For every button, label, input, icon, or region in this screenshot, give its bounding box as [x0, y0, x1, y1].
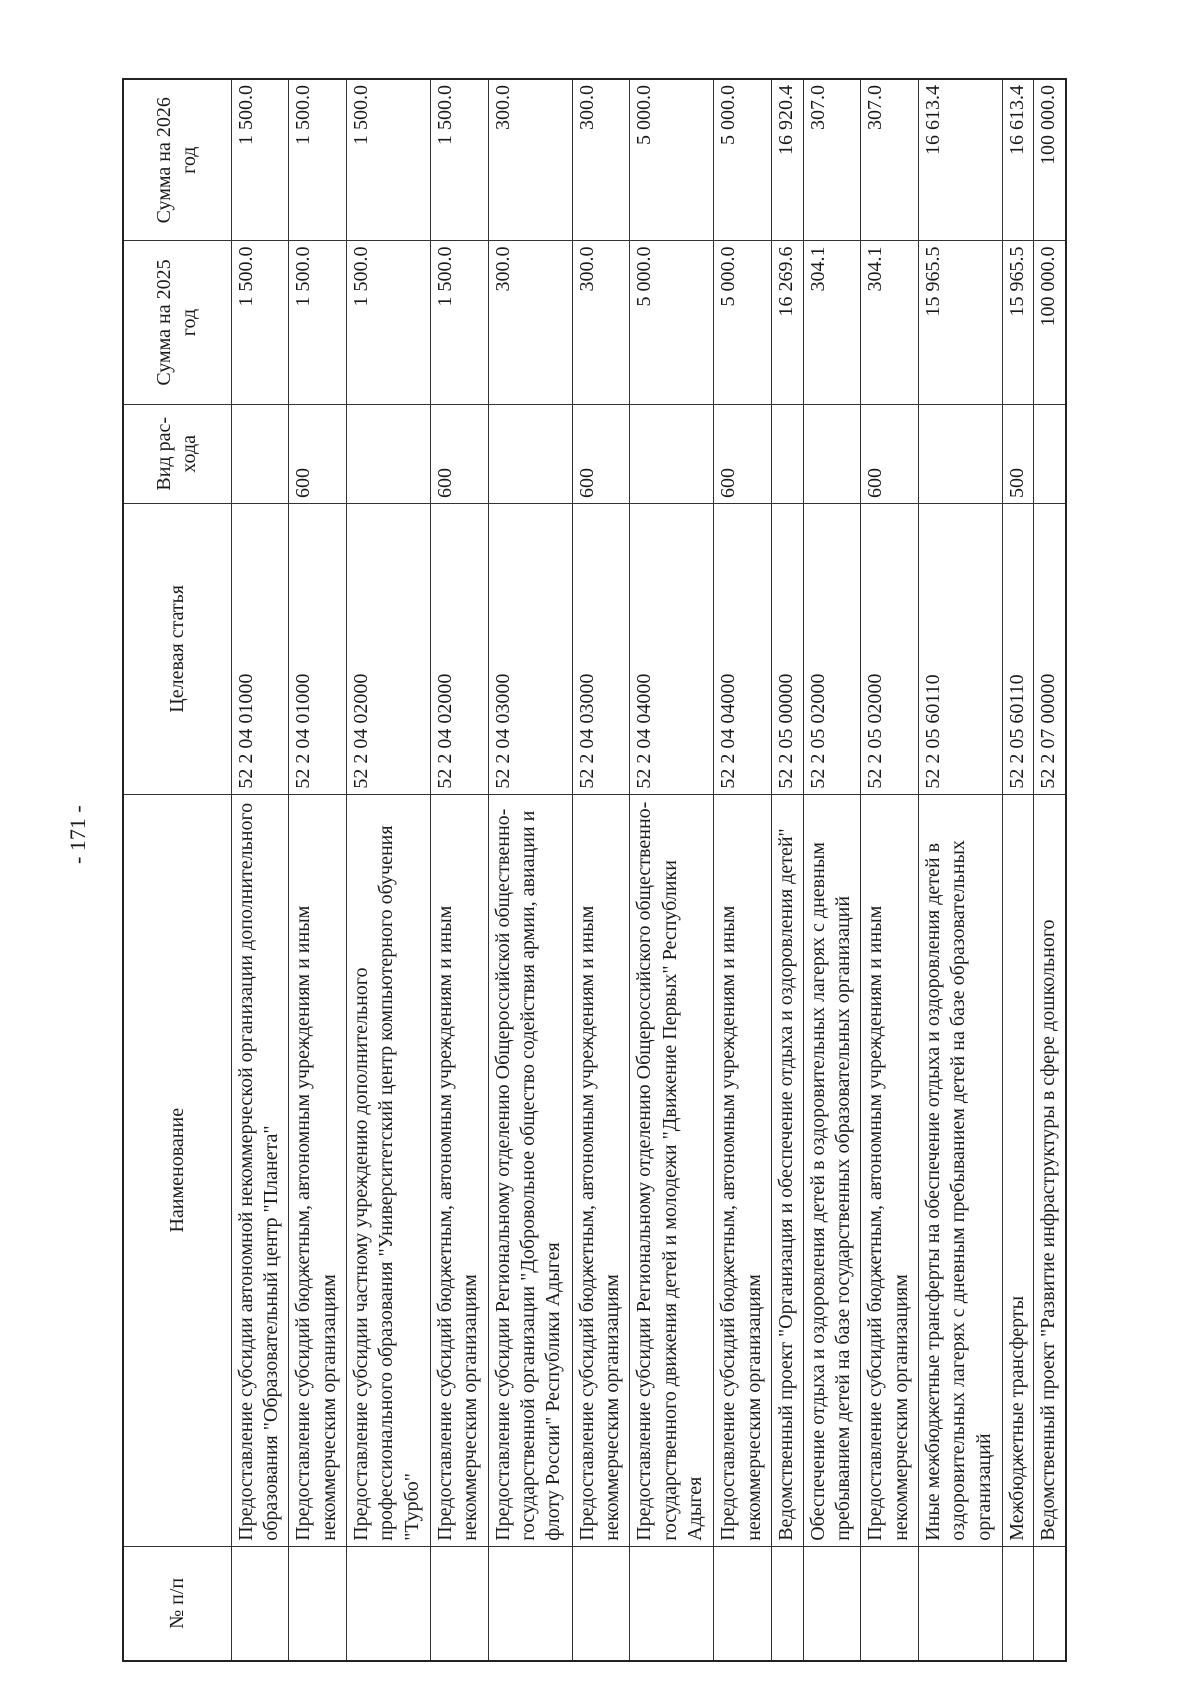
row-number	[430, 1546, 488, 1661]
row-name: Предоставление субсидий бюджетным, автономным учреждениям и иным некоммерческим организациям	[430, 794, 488, 1546]
row-target-article: 52 2 04 01000	[231, 504, 289, 795]
row-name: Предоставление субсидии Региональному отделению Общероссийского общественно-государственного движения детей и молодежи "Движение Первых" Республики Адыгея	[630, 794, 714, 1546]
row-number	[803, 1546, 861, 1661]
row-sum-2025: 300.0	[488, 241, 572, 404]
row-expense-type	[918, 404, 1002, 503]
row-number	[714, 1546, 772, 1661]
row-name: Межбюджетные трансферты	[1002, 794, 1033, 1546]
row-sum-2026: 1 500.0	[289, 79, 347, 241]
row-expense-type	[346, 404, 430, 503]
row-expense-type: 600	[714, 404, 772, 503]
row-expense-type: 600	[861, 404, 919, 503]
row-sum-2026: 1 500.0	[346, 79, 430, 241]
row-name: Предоставление субсидий бюджетным, автономным учреждениям и иным некоммерческим организациям	[714, 794, 772, 1546]
row-target-article: 52 2 05 02000	[803, 504, 861, 795]
row-number	[1034, 1546, 1066, 1661]
row-sum-2025: 1 500.0	[430, 241, 488, 404]
row-sum-2026: 307.0	[803, 79, 861, 241]
row-sum-2026: 1 500.0	[231, 79, 289, 241]
row-sum-2026: 100 000.0	[1034, 79, 1066, 241]
row-number	[1002, 1546, 1033, 1661]
row-expense-type: 600	[289, 404, 347, 503]
table-row	[772, 79, 803, 1661]
row-name: Ведомственный проект "Развитие инфраструктуры в сфере дошкольного	[1034, 794, 1066, 1546]
row-number	[572, 1546, 630, 1661]
row-expense-type	[803, 404, 861, 503]
row-sum-2025: 5 000.0	[630, 241, 714, 404]
row-name: Предоставление субсидии автономной некоммерческой организации дополнительного образования "Образовательный центр "Планета"	[231, 794, 289, 1546]
row-name: Предоставление субсидии частному учреждению дополнительного профессионального образования "Университетский центр компьютерного обучения "Турбо"	[346, 794, 430, 1546]
row-expense-type	[231, 404, 289, 503]
row-number	[772, 1546, 803, 1661]
table-row	[714, 79, 772, 1661]
row-target-article: 52 2 04 02000	[346, 504, 430, 795]
row-sum-2025: 1 500.0	[346, 241, 430, 404]
row-target-article: 52 2 05 60110	[1002, 504, 1033, 795]
row-target-article: 52 2 05 02000	[861, 504, 919, 795]
row-expense-type	[1034, 404, 1066, 503]
row-sum-2026: 16 613.4	[1002, 79, 1033, 241]
row-target-article: 52 2 04 02000	[430, 504, 488, 795]
row-sum-2026: 5 000.0	[630, 79, 714, 241]
row-sum-2026: 307.0	[861, 79, 919, 241]
table-row	[488, 79, 572, 1661]
header-number: № п/п	[123, 1546, 231, 1661]
table-row	[572, 79, 630, 1661]
row-sum-2025: 5 000.0	[714, 241, 772, 404]
row-target-article: 52 2 04 04000	[630, 504, 714, 795]
row-sum-2026: 16 920.4	[772, 79, 803, 241]
rotated-table-container	[122, 78, 1067, 1662]
row-name: Предоставление субсидий бюджетным, автономным учреждениям и иным некоммерческим организациям	[289, 794, 347, 1546]
row-expense-type: 500	[1002, 404, 1033, 503]
row-target-article: 52 2 05 00000	[772, 504, 803, 795]
table-row	[231, 79, 289, 1661]
row-sum-2025: 300.0	[572, 241, 630, 404]
row-target-article: 52 2 05 60110	[918, 504, 1002, 795]
row-number	[289, 1546, 347, 1661]
page-number: - 171 -	[65, 805, 90, 864]
row-name: Обеспечение отдыха и оздоровления детей в оздоровительных лагерях с дневным пребыванием детей на базе государственных образовательных организаций	[803, 794, 861, 1546]
row-target-article: 52 2 07 00000	[1034, 504, 1066, 795]
table-row	[346, 79, 430, 1661]
row-expense-type	[630, 404, 714, 503]
row-number	[488, 1546, 572, 1661]
row-sum-2026: 16 613.4	[918, 79, 1002, 241]
row-number	[231, 1546, 289, 1661]
row-sum-2025: 1 500.0	[231, 241, 289, 404]
table-row	[918, 79, 1002, 1661]
row-sum-2026: 300.0	[488, 79, 572, 241]
row-name: Предоставление субсидий бюджетным, автономным учреждениям и иным некоммерческим организациям	[861, 794, 919, 1546]
header-target-article: Целевая статья	[123, 504, 231, 795]
row-expense-type: 600	[572, 404, 630, 503]
table-row	[1034, 79, 1066, 1661]
row-sum-2025: 304.1	[861, 241, 919, 404]
table-row	[1002, 79, 1033, 1661]
header-sum-2026: Сумма на 2026 год	[123, 79, 231, 241]
row-sum-2025: 15 965.5	[918, 241, 1002, 404]
row-number	[918, 1546, 1002, 1661]
table-row	[289, 79, 347, 1661]
row-number	[346, 1546, 430, 1661]
row-sum-2025: 15 965.5	[1002, 241, 1033, 404]
table-row	[630, 79, 714, 1661]
header-name: Наименование	[123, 794, 231, 1546]
table-header-row	[123, 79, 231, 1661]
header-expense-type: Вид рас-хода	[123, 404, 231, 503]
row-name: Иные межбюджетные трансферты на обеспечение отдыха и оздоровления детей в оздоровительных лагерях с дневным пребыванием детей на базе образовательных организаций	[918, 794, 1002, 1546]
row-sum-2026: 5 000.0	[714, 79, 772, 241]
row-name: Предоставление субсидии Региональному отделению Общероссийской общественно-государственной организации "Добровольное общество содействия армии, авиации и флоту России" Республики Адыгея	[488, 794, 572, 1546]
row-target-article: 52 2 04 03000	[572, 504, 630, 795]
row-sum-2025: 1 500.0	[289, 241, 347, 404]
budget-table	[122, 78, 1067, 1662]
row-sum-2025: 304.1	[803, 241, 861, 404]
row-expense-type	[772, 404, 803, 503]
table-row	[803, 79, 861, 1661]
row-sum-2026: 1 500.0	[430, 79, 488, 241]
row-sum-2025: 16 269.6	[772, 241, 803, 404]
row-number	[861, 1546, 919, 1661]
header-sum-2025: Сумма на 2025 год	[123, 241, 231, 404]
row-name: Предоставление субсидий бюджетным, автономным учреждениям и иным некоммерческим организациям	[572, 794, 630, 1546]
row-name: Ведомственный проект "Организация и обеспечение отдыха и оздоровления детей"	[772, 794, 803, 1546]
row-expense-type	[488, 404, 572, 503]
row-sum-2026: 300.0	[572, 79, 630, 241]
row-sum-2025: 100 000.0	[1034, 241, 1066, 404]
table-row	[430, 79, 488, 1661]
row-target-article: 52 2 04 03000	[488, 504, 572, 795]
table-row	[861, 79, 919, 1661]
row-expense-type: 600	[430, 404, 488, 503]
row-number	[630, 1546, 714, 1661]
row-target-article: 52 2 04 01000	[289, 504, 347, 795]
row-target-article: 52 2 04 04000	[714, 504, 772, 795]
